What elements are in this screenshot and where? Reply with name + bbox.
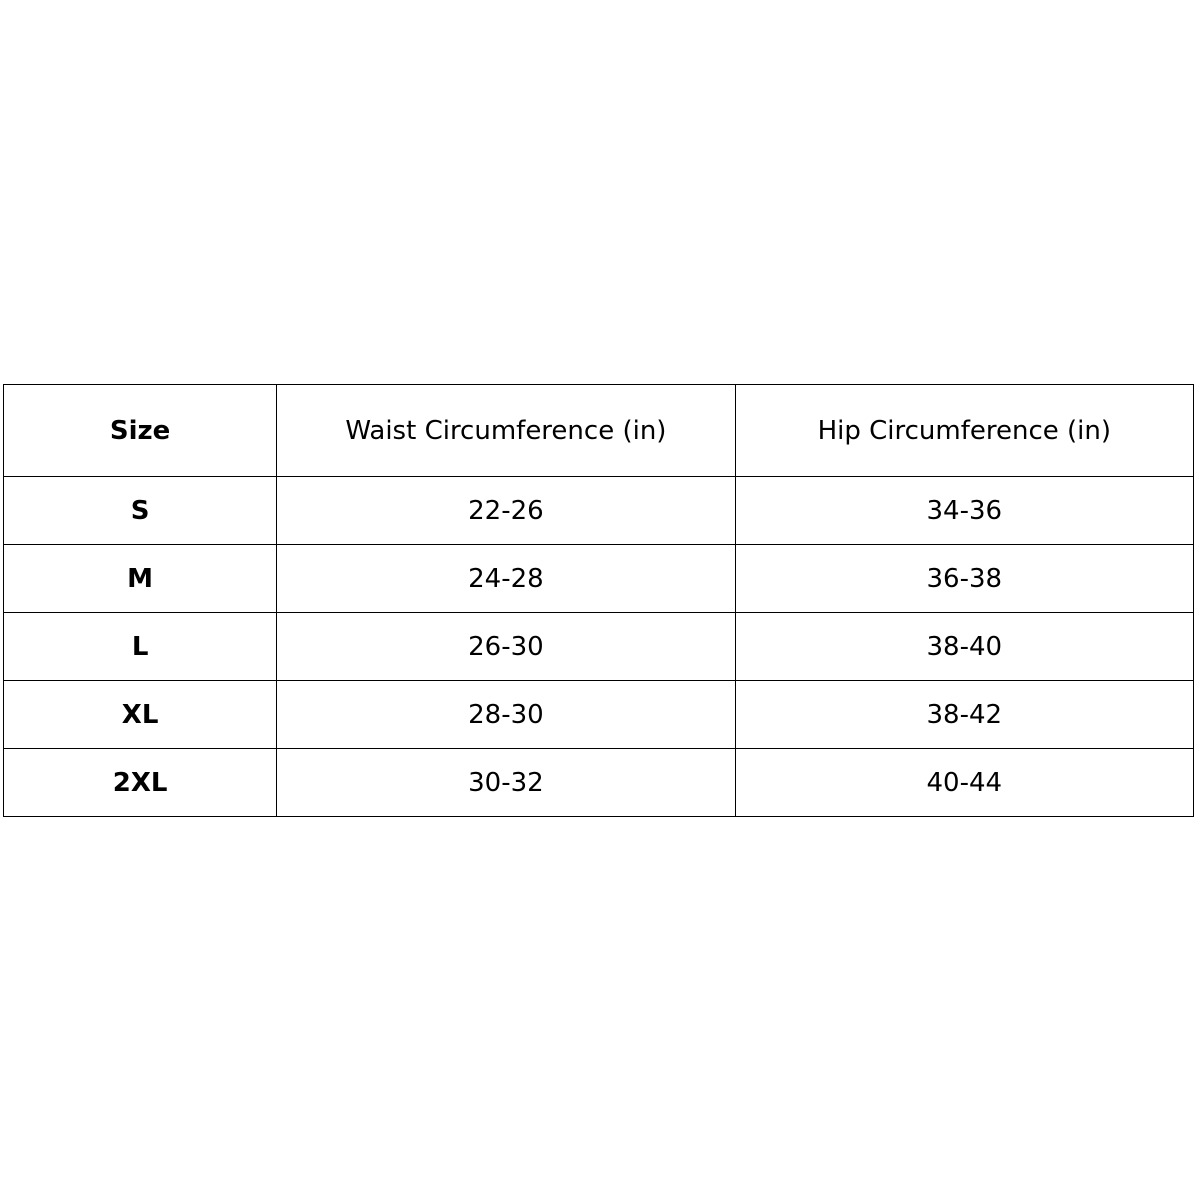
size-chart-table	[3, 384, 1194, 817]
table-row	[4, 545, 1194, 613]
hip-cell: 38-42	[735, 681, 1193, 749]
table-row	[4, 613, 1194, 681]
waist-cell: 24-28	[277, 545, 735, 613]
size-cell: L	[4, 613, 277, 681]
header-waist: Waist Circumference (in)	[277, 385, 735, 477]
waist-cell: 22-26	[277, 477, 735, 545]
size-cell: M	[4, 545, 277, 613]
table-header-row	[4, 385, 1194, 477]
size-cell: S	[4, 477, 277, 545]
table-row	[4, 749, 1194, 817]
hip-cell: 34-36	[735, 477, 1193, 545]
size-cell: 2XL	[4, 749, 277, 817]
table-row	[4, 477, 1194, 545]
header-hip: Hip Circumference (in)	[735, 385, 1193, 477]
header-size: Size	[4, 385, 277, 477]
table-row	[4, 681, 1194, 749]
waist-cell: 30-32	[277, 749, 735, 817]
waist-cell: 26-30	[277, 613, 735, 681]
hip-cell: 36-38	[735, 545, 1193, 613]
size-cell: XL	[4, 681, 277, 749]
waist-cell: 28-30	[277, 681, 735, 749]
hip-cell: 38-40	[735, 613, 1193, 681]
hip-cell: 40-44	[735, 749, 1193, 817]
